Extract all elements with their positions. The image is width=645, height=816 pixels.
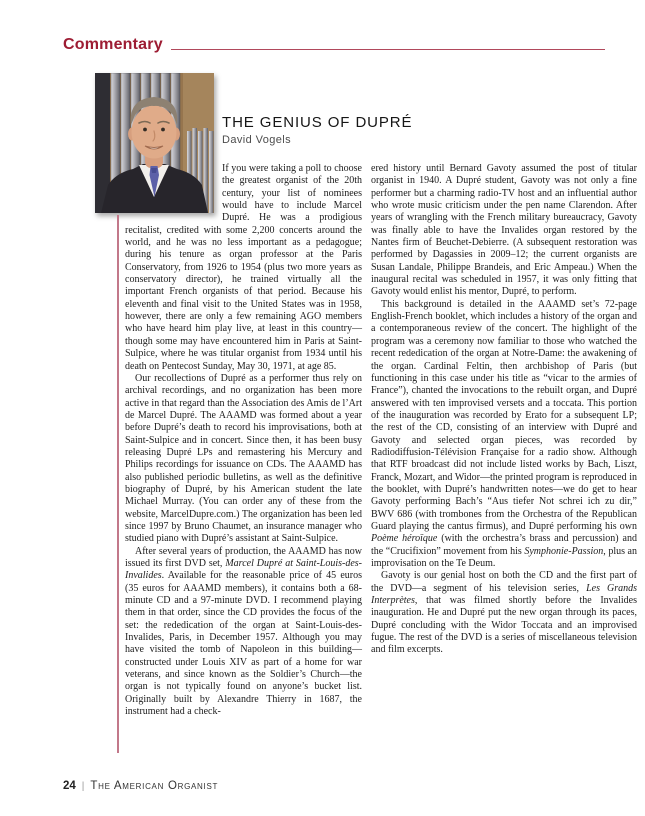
- page-number: 24: [63, 780, 76, 792]
- page-footer: [63, 780, 218, 792]
- right-column: [371, 163, 637, 718]
- title-block: [222, 114, 412, 146]
- column-accent-rule: [117, 215, 119, 753]
- section-header: [63, 36, 605, 53]
- article-paragraph: Our recollections of Dupré as a performer thus rely on archival recordings, and no organization has been more active in that regard than the Association des Amis de l’Art de Marcel Dupré. The AAAMD was formed about a year before Dupré’s death to record his improvisations, both at Saint-Sulpice and in concert. Since then, it has been busy releasing Dupré LPs and remastering his Mercury and Philips recordings for issuance on CDs. The AAAMD has also published periodic bulletins, as well as the definitive biography of Dupré, by his American student the late Michael Murray. (You can order any of these from the website, MarcelDupre.com.) The organization has been led since 1997 by Bruno Chaumet, an insurance manager who studied piano with Dupré’s assistant at Saint-Sulpice.: [125, 372, 362, 545]
- article-body: [125, 163, 637, 718]
- photo-wrap-spacer: [125, 163, 222, 215]
- article-paragraph: If you were taking a poll to choose the greatest organist of the 20th century, your list of nominees would have to include Marcel Dupré. He was a prodigious recitalist, credited with some 2,200 concerts around the world, and he was no less important as a pedagogue; during his tenure as organ professor at the Paris Conservatory, from 1926 to 1954 (plus two more years as conservatory director), he trained virtually all the important French organists of that period. Because his eleventh and final visit to the United States was in 1958, however, there are only a few remaining AGO members who have heard him play live, at least in this country—though some may have encountered him in Paris at Saint-Sulpice, where he was titular organist from 1934 until his death on Pentecost Sunday, May 30, 1971, at age 85.: [125, 163, 362, 372]
- article-title: THE GENIUS OF DUPRÉ: [222, 114, 413, 131]
- publication-name: The American Organist: [90, 780, 219, 792]
- article-paragraph: ered history until Bernard Gavoty assumed the post of titular organist in 1940. A Dupré student, Gavoty was not only a fine performer but a charming radio-TV host and an influential author who wrote music criticism under the pen name Clarendon. After years of wrangling with the French military bureaucracy, Gavoty was finally able to have the Invalides organ restored by the Nantes firm of Beuchet-Debierre. (A subsequent restoration was performed by Dagassies in 2009–12; the current organists are Susan Landale, Philippe Brandeis, and Eric Ampeau.) When the inaugural recital was scheduled in 1957, it was only fitting that Gavoty would enlist his mentor, Dupré, to perform.: [371, 163, 637, 298]
- footer-separator: |: [81, 781, 85, 792]
- article-paragraph: Gavoty is our genial host on both the CD and the first part of the DVD—a segment of his television series, Les Grands Interprètes, that was filmed shortly before the Invalides inauguration. He and Dupré put the new organ through its paces, Dupré concluding with the Widor Toccata and an improvised fugue. The rest of the DVD is a series of miscellaneous television and film excerpts.: [371, 570, 637, 656]
- article-paragraph: After several years of production, the AAAMD has now issued its first DVD set, Marcel Dupré at Saint-Louis-des-Invalides. Available for the reasonable price of 45 euros (35 euros for AAAMD members), it contains both a 68-minute CD and a 97-minute DVD. I recommend playing them in that order, since the CD provides the focus of the set: the rededication of the organ at Saint-Louis-des-Invalides, Paris, in December 1957. Although you may have visited the tomb of Napoleon in this building—constructed under Louis XIV as part of a home for war veterans, and since known as the Soldier’s Church—the organ is not typically found on anyone’s bucket list. Originally built by Alexandre Thierry in 1687, the instrument had a check-: [125, 545, 362, 718]
- article-paragraph: This background is detailed in the AAAMD set’s 72-page English-French booklet, which includes a history of the organ and a contemporaneous review of the concert. The highlight of the program was a ceremony now familiar to those who watched the recent rededication of the organ at Notre-Dame: the awakening of the organ. Cardinal Feltin, then archbishop of Paris (but functioning in this case under his title as “vicar to the armies of France”), chanted the invocations to the rebuilt organ, and Dupré answered with ten improvised versets and a toccata. This portion of the inauguration was recorded by Erato for a subsequent LP; the rest of the CD, consisting of an interview with Dupré and Gavoty and selected organ pieces, was recorded by Radiodiffusion-Télévision Française for a radio show. Although that RTF broadcast did not include listed works by Bach, Liszt, Franck, Mozart, and Widor—the printed program is reproduced in the booklet, with Dupré’s handwritten notes—we do get to hear Gavoty performing Bach’s “Aus tiefer Not schrei ich zu dir,” BWV 686 (with trombones from the Orchestra of the Republican Guard playing the cantus firmus), and Dupré performing his own Poème héroïque (with the orchestra’s brass and percussion) and the “Crucifixion” movement from his Symphonie-Passion, plus an improvisation on the Te Deum.: [371, 298, 637, 569]
- article-byline: David Vogels: [222, 134, 292, 146]
- section-rule: [171, 49, 605, 50]
- left-column: [125, 163, 362, 718]
- section-label: Commentary: [63, 36, 163, 53]
